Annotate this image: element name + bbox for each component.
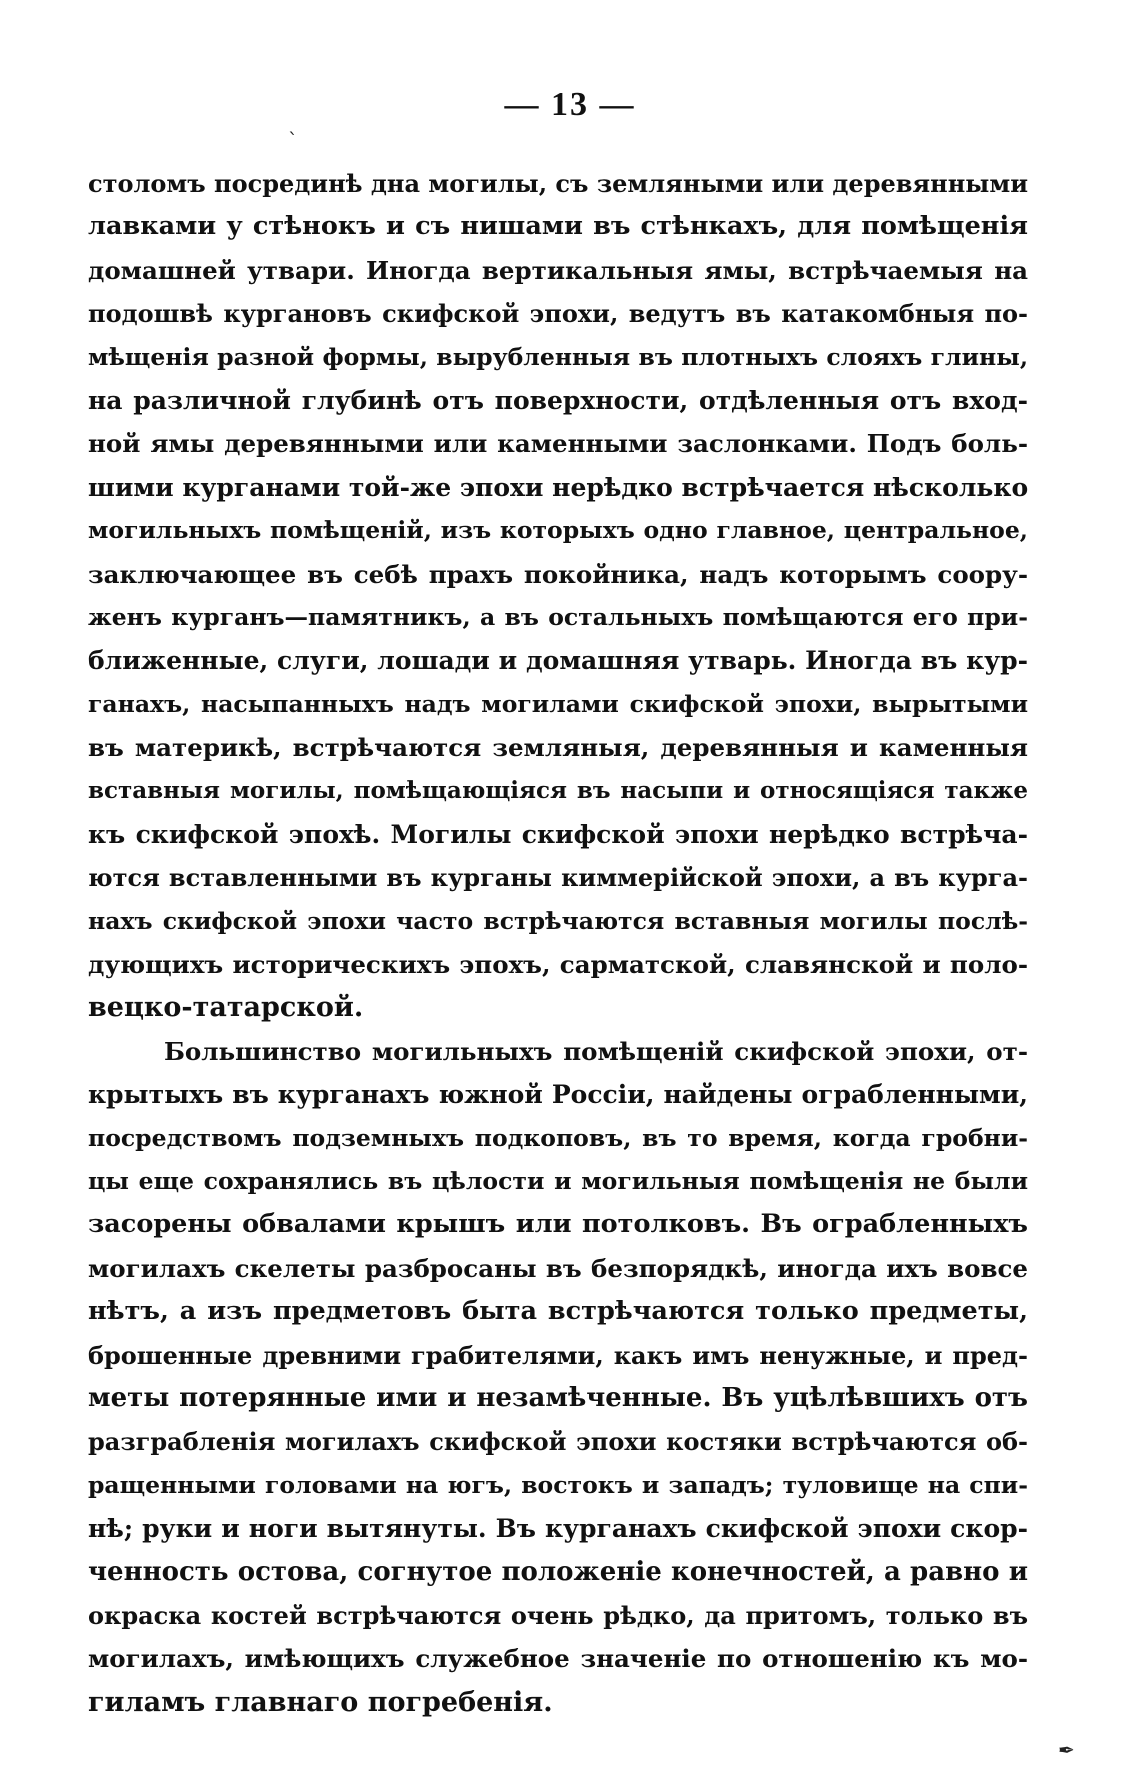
text-line: шими курганами той-же эпохи нерѣдко встрѣчается нѣсколько <box>88 472 1028 502</box>
text-line: нахъ скифской эпохи часто встрѣчаются вставныя могилы послѣ- <box>88 906 1028 935</box>
text-line: на различной глубинѣ отъ поверхности, отдѣленныя отъ вход- <box>88 385 1028 415</box>
text-line: вецко-татарской. <box>88 992 364 1024</box>
text-line: къ скифской эпохѣ. Могилы скифской эпохи нерѣдко встрѣча- <box>88 819 1028 849</box>
text-line: ются вставленными въ курганы киммерійской эпохи, а въ курга- <box>88 863 1028 893</box>
text-line: окраска костей встрѣчаются очень рѣдко, да притомъ, только въ <box>88 1600 1028 1630</box>
text-line: ной ямы деревянными или каменными заслонками. Подъ боль- <box>88 429 1028 459</box>
text-line: могильныхъ помѣщеній, изъ которыхъ одно главное, центральное, <box>88 516 1028 545</box>
paragraph-2 <box>88 1030 1028 1724</box>
page-body <box>88 162 1028 1724</box>
text-line: ченность остова, согнутое положеніе конечностей, а равно и <box>88 1556 1028 1587</box>
text-line: гиламъ главнаго погребенія. <box>88 1686 553 1718</box>
text-line: разграбленія могилахъ скифской эпохи костяки встрѣчаются об- <box>88 1427 1028 1457</box>
text-line: лавками у стѣнокъ и съ нишами въ стѣнкахъ, для помѣщенія <box>88 211 1028 242</box>
text-line: женъ курганъ—памятникъ, а въ остальныхъ помѣщаются его при- <box>88 602 1028 631</box>
text-line: подошвѣ кургановъ скифской эпохи, ведутъ въ катакомбныя по- <box>88 299 1028 329</box>
text-line: въ материкѣ, встрѣчаются земляныя, деревянныя и каменныя <box>88 733 1028 763</box>
text-line: меты потерянные ими и незамѣченные. Въ уцѣлѣвшихъ отъ <box>88 1382 1028 1413</box>
text-line: заключающее въ себѣ прахъ покойника, надъ которымъ соору- <box>88 559 1028 589</box>
text-line: дующихъ историческихъ эпохъ, сарматской, славянской и поло- <box>88 950 1028 980</box>
text-line: могилахъ, имѣющихъ служебное значеніе по отношенію къ мо- <box>88 1644 1028 1674</box>
text-line: домашней утвари. Иногда вертикальныя ямы, встрѣчаемыя на <box>88 255 1028 285</box>
text-line: столомъ посрединѣ дна могилы, съ земляными или деревянными <box>88 169 1028 198</box>
text-line: засорены обвалами крышъ или потолковъ. Въ ограбленныхъ <box>88 1209 1028 1240</box>
paragraph-1 <box>88 162 1028 1030</box>
text-line: мѣщенія разной формы, вырубленныя въ плотныхъ слояхъ глины, <box>88 342 1028 371</box>
ink-flourish-mark: ✒ <box>1058 1738 1075 1762</box>
speck-mark: ` <box>288 128 298 152</box>
text-line: нѣтъ, а изъ предметовъ быта встрѣчаются только предметы, <box>88 1296 1028 1327</box>
text-line: ращенными головами на югъ, востокъ и западъ; туловище на спи- <box>88 1470 1028 1499</box>
text-line: ближенные, слуги, лошади и домашняя утварь. Иногда въ кур- <box>88 646 1028 676</box>
text-line: могилахъ скелеты разбросаны въ безпорядкѣ, иногда ихъ вовсе <box>88 1253 1028 1283</box>
text-line: брошенные древними грабителями, какъ имъ ненужные, и пред- <box>88 1340 1028 1370</box>
text-line: ганахъ, насыпанныхъ надъ могилами скифской эпохи, вырытыми <box>88 689 1028 718</box>
text-line: цы еще сохранялись въ цѣлости и могильныя помѣщенія не были <box>88 1166 1028 1195</box>
text-line: нѣ; руки и ноги вытянуты. Въ курганахъ скифской эпохи скор- <box>88 1514 1028 1544</box>
page-number: — 13 — <box>504 86 636 123</box>
text-line: вставныя могилы, помѣщающіяся въ насыпи и относящіяся также <box>88 777 1028 805</box>
text-line: крытыхъ въ курганахъ южной Россіи, найдены ограбленными, <box>88 1080 1028 1110</box>
text-line: Большинство могильныхъ помѣщеній скифской эпохи, от- <box>164 1036 1028 1066</box>
text-line: посредствомъ подземныхъ подкоповъ, въ то время, когда гробни- <box>88 1123 1028 1152</box>
